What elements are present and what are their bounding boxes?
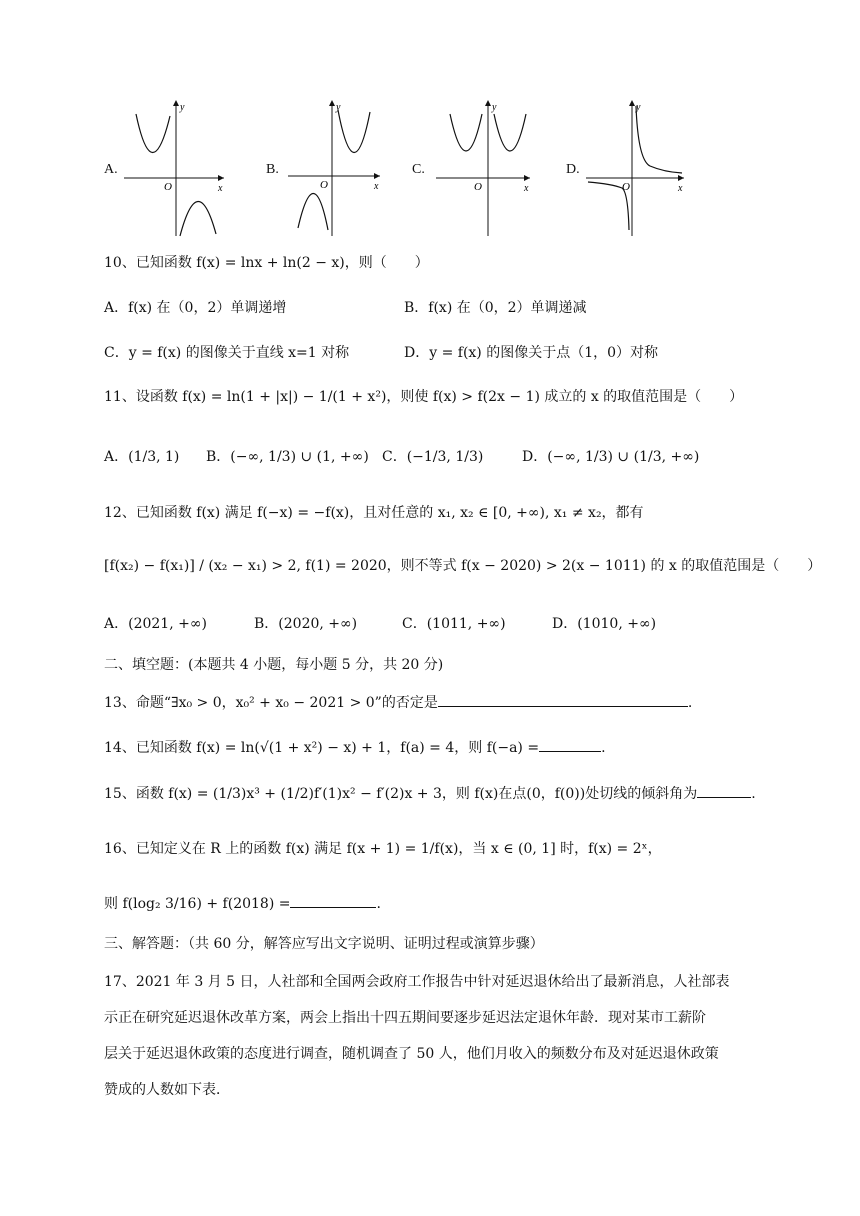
section-2-heading: 二、填空题：(本题共 4 小题，每小题 5 分，共 20 分) <box>104 657 444 673</box>
q10-option-d: D．y = f(x) 的图像关于点（1，0）对称 <box>404 345 659 361</box>
axis-x-label: x <box>374 181 379 192</box>
q13-answer-blank[interactable] <box>438 706 688 707</box>
q10-stem: 10、已知函数 f(x) = lnx + ln(2 − x)，则（ ） <box>104 255 429 271</box>
q10-option-c: C．y = f(x) 的图像关于直线 x=1 对称 <box>104 345 350 361</box>
q14-row: 14、已知函数 f(x) = ln(√(1 + x²) − x) + 1，f(a) = 4，则 f(−a) = . <box>104 740 606 756</box>
axis-y-label: y <box>336 102 341 113</box>
q11-stem: 11、设函数 f(x) = ln(1 + |x|) − 1/(1 + x²)，则使 f(x) > f(2x − 1) 成立的 x 的取值范围是（ ） <box>104 389 744 405</box>
origin-label: O <box>320 179 328 191</box>
axis-x-label: x <box>678 183 683 194</box>
q12-option-c: C．(1011, +∞) <box>402 616 506 632</box>
q17-line1: 17、2021 年 3 月 5 日，人社部和全国两会政府工作报告中针对延迟退休给出了最新消息，人社部表 <box>104 974 730 990</box>
q11-option-b: B．(−∞, 1/3) ∪ (1, +∞) <box>206 449 369 465</box>
q9-option-b-label: B. <box>266 162 279 177</box>
q16-row: 则 f(log₂ 3/16) + f(2018) = . <box>104 896 381 912</box>
origin-label: O <box>474 181 482 193</box>
q9-graph-d <box>586 98 690 238</box>
q16-line2: 则 f(log₂ 3/16) + f(2018) = <box>104 896 291 912</box>
q17-line2: 示正在研究延迟退休改革方案，两会上指出十四五期间要逐步延迟法定退休年龄．现对某市工薪阶 <box>104 1010 706 1026</box>
q12-option-d: D．(1010, +∞) <box>552 616 657 632</box>
axis-x-label: x <box>524 183 529 194</box>
q9-graph-a <box>124 98 234 238</box>
q9-option-c-label: C. <box>412 162 425 177</box>
q15-row: 15、函数 f(x) = (1/3)x³ + (1/2)f′(1)x² − f′(2)x + 3，则 f(x)在点(0，f(0))处切线的倾斜角为 . <box>104 786 756 802</box>
q11-option-c: C．(−1/3, 1/3) <box>382 449 484 465</box>
q14-text: 14、已知函数 f(x) = ln(√(1 + x²) − x) + 1，f(a) = 4，则 f(−a) = <box>104 740 540 756</box>
q13-row: 13、命题“∃x₀ > 0，x₀² + x₀ − 2021 > 0”的否定是 . <box>104 695 693 711</box>
q11-option-d: D．(−∞, 1/3) ∪ (1/3, +∞) <box>522 449 700 465</box>
axis-y-label: y <box>180 102 185 113</box>
q12-option-b: B．(2020, +∞) <box>254 616 358 632</box>
origin-label: O <box>622 181 630 193</box>
q15-text: 15、函数 f(x) = (1/3)x³ + (1/2)f′(1)x² − f′(2)x + 3，则 f(x)在点(0，f(0))处切线的倾斜角为 <box>104 786 698 802</box>
q12-stem-line1: 12、已知函数 f(x) 满足 f(−x) = −f(x)，且对任意的 x₁, x₂ ∈ [0, +∞), x₁ ≠ x₂，都有 <box>104 505 644 521</box>
q17-line3: 层关于延迟退休政策的态度进行调查，随机调查了 50 人，他们月收入的频数分布及对延迟退休政策 <box>104 1046 719 1062</box>
q9-graph-b <box>288 98 388 238</box>
q10-option-a: A．f(x) 在（0，2）单调递增 <box>104 300 287 316</box>
q11-option-a: A．(1/3, 1) <box>104 449 180 465</box>
axis-y-label: y <box>636 102 641 113</box>
q9-option-a-label: A. <box>104 162 118 177</box>
section-3-heading: 三、解答题：（共 60 分，解答应写出文字说明、证明过程或演算步骤） <box>104 936 544 952</box>
q14-answer-blank[interactable] <box>539 751 601 752</box>
q16-line1: 16、已知定义在 R 上的函数 f(x) 满足 f(x + 1) = 1/f(x)，当 x ∈ (0, 1] 时，f(x) = 2ˣ， <box>104 841 662 857</box>
axis-x-label: x <box>218 183 223 194</box>
q10-option-b: B．f(x) 在（0，2）单调递减 <box>404 300 587 316</box>
origin-label: O <box>164 181 172 193</box>
q9-option-d-label: D. <box>566 162 580 177</box>
q16-answer-blank[interactable] <box>290 907 376 908</box>
q13-text: 13、命题“∃x₀ > 0，x₀² + x₀ − 2021 > 0”的否定是 <box>104 695 438 711</box>
q12-stem-line2: [f(x₂) − f(x₁)] / (x₂ − x₁) > 2, f(1) = 2020，则不等式 f(x − 2020) > 2(x − 1011) 的 x 的取值范围是（ ） <box>104 558 822 574</box>
axis-y-label: y <box>492 102 497 113</box>
q17-line4: 赞成的人数如下表． <box>104 1082 230 1098</box>
q15-answer-blank[interactable] <box>697 797 751 798</box>
q12-option-a: A．(2021, +∞) <box>104 616 207 632</box>
q9-graph-c <box>436 98 536 238</box>
